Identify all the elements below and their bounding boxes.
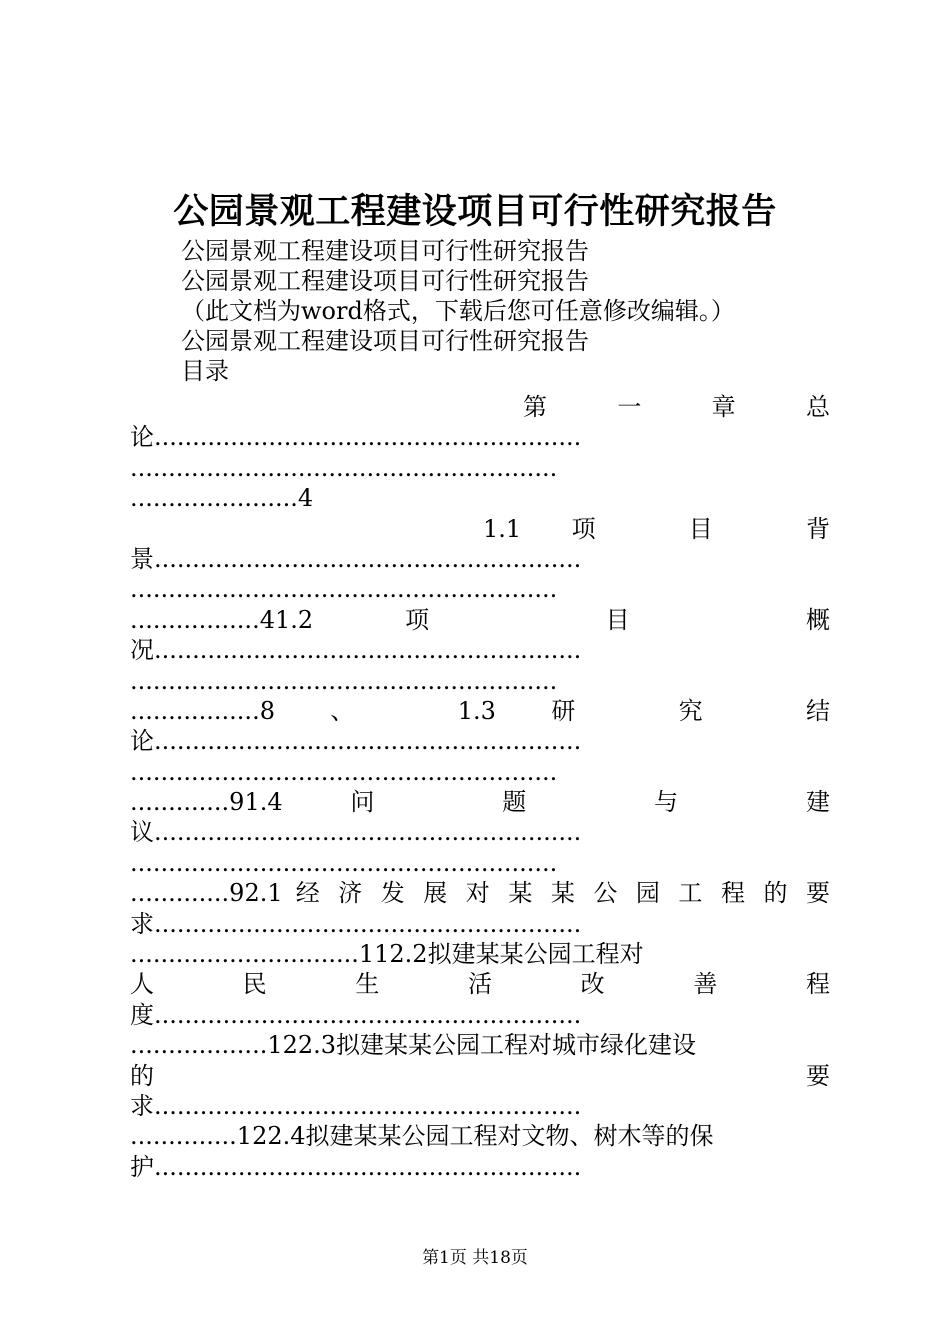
toc-line: 求........................................................ — [130, 909, 582, 938]
page-footer: 第1页 共18页 — [422, 1248, 528, 1268]
toc-line: .............92.1 经 济 发 展 对 某 某 公 园 工 程 的 要 — [130, 879, 830, 908]
toc-line: ..............................112.2拟建某某公园工程对 — [130, 940, 644, 969]
toc-line: 论........................................................ — [130, 423, 582, 452]
toc-line: ..................122.3拟建某某公园工程对城市绿化建设 — [130, 1031, 697, 1060]
toc-line: ......................4 — [130, 484, 314, 513]
toc-line: ........................................................ — [130, 757, 558, 786]
toc-line: ..............122.4拟建某某公园工程对文物、树木等的保 — [130, 1122, 714, 1151]
toc-line: 论........................................................ — [130, 727, 582, 756]
toc-line: .................8 、 1.3 研 究 结 — [130, 696, 830, 725]
toc-line: 人 民 生 活 改 善 程 — [130, 970, 830, 999]
toc-line: 的 要 — [130, 1061, 830, 1090]
toc-line: 况........................................................ — [130, 636, 582, 665]
table-of-contents — [130, 392, 830, 1182]
toc-line: 度........................................................ — [130, 1000, 582, 1029]
intro-line: （此文档为word格式，下载后您可任意修改编辑。） — [181, 297, 735, 325]
intro-line: 公园景观工程建设项目可行性研究报告 — [181, 237, 589, 265]
toc-line: 议........................................................ — [130, 818, 582, 847]
toc-line: ........................................................ — [130, 666, 558, 695]
toc-line: ........................................................ — [130, 575, 558, 604]
toc-line: 第 一 章 总 — [523, 393, 830, 421]
toc-line: .................41.2 项 目 概 — [130, 605, 830, 634]
intro-line: 公园景观工程建设项目可行性研究报告 — [181, 327, 589, 355]
toc-line: 护........................................................ — [130, 1152, 582, 1181]
toc-line: ........................................................ — [130, 848, 558, 877]
intro-line: 公园景观工程建设项目可行性研究报告 — [181, 267, 589, 295]
toc-line: .............91.4 问 题 与 建 — [130, 788, 830, 817]
toc-line: ........................................................ — [130, 453, 558, 482]
document-title: 公园景观工程建设项目可行性研究报告 — [173, 191, 777, 232]
toc-line: 景........................................................ — [130, 544, 582, 573]
toc-line: 1.1 项 目 背 — [483, 514, 830, 543]
intro-block — [181, 236, 735, 386]
toc-heading: 目录 — [181, 357, 229, 385]
toc-line: 求........................................................ — [130, 1091, 582, 1120]
